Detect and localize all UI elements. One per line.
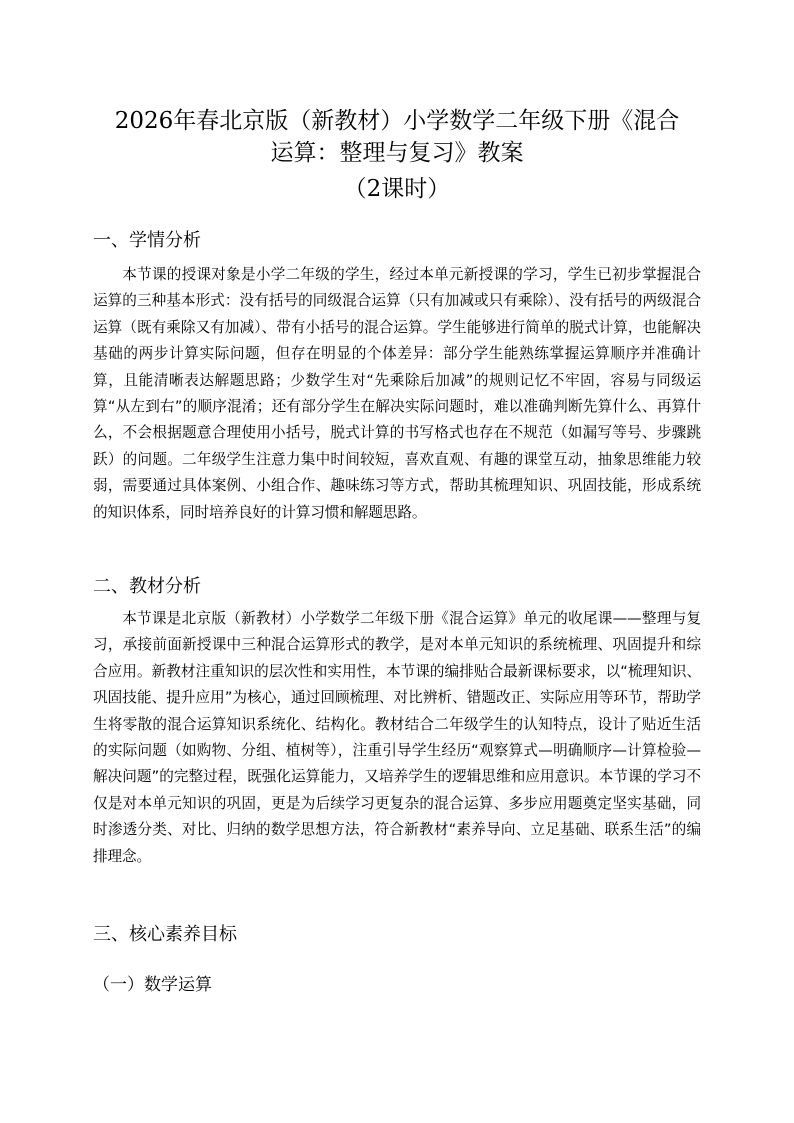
subsection-heading-math-operation: （一）数学运算 [93, 975, 212, 995]
document-title-lesson-count: （2课时） [343, 176, 451, 202]
section-paragraph-textbook-analysis: 本节课是北京版（新教材）小学数学二年级下册《混合运算》单元的收尾课——整理与复习，承接前面新授课中三种混合运算形式的教学，是对本单元知识的系统梳理、巩固提升和综合应用。新教材注重知识的层次性和实用性，本节课的编排贴合最新课标要求，以“梳理知识、巩固技能、提升应用”为核心，通过回顾梳理、对比辨析、错题改正、实际应用等环节，帮助学生将零散的混合运算知识系统化、结构化。教材结合二年级学生的认知特点，设计了贴近生活的实际问题（如购物、分组、植树等），注重引导学生经历“观察算式—明确顺序—计算检验—解决问题”的完整过程，既强化运算能力，又培养学生的逻辑思维和应用意识。本节课的学习不仅是对本单元知识的巩固，更是为后续学习更复杂的混合运算、多步应用题奠定坚实基础，同时渗透分类、对比、归纳的数学思想方法，符合新教材“素养导向、立足基础、联系生活”的编排理念。 [93, 610, 701, 865]
section-paragraph-learner-analysis: 本节课的授课对象是小学二年级的学生，经过本单元新授课的学习，学生已初步掌握混合运算的三种基本形式：没有括号的同级混合运算（只有加减或只有乘除）、没有括号的两级混合运算（既有乘除又有加减）、带有小括号的混合运算。学生能够进行简单的脱式计算，也能解决基础的两步计算实际问题，但存在明显的个体差异：部分学生能熟练掌握运算顺序并准确计算，且能清晰表达解题思路；少数学生对“先乘除后加减”的规则记忆不牢固，容易与同级运算“从左到右”的顺序混淆；还有部分学生在解决实际问题时，难以准确判断先算什么、再算什么，不会根据题意合理使用小括号，脱式计算的书写格式也存在不规范（如漏写等号、步骤跳跃）的问题。二年级学生注意力集中时间较短，喜欢直观、有趣的课堂互动，抽象思维能力较弱，需要通过具体案例、小组合作、趣味练习等方式，帮助其梳理知识、巩固技能，形成系统的知识体系，同时培养良好的计算习惯和解题思路。 [93, 266, 701, 521]
document-title-line-2: 运算：整理与复习》教案 [270, 140, 524, 166]
section-heading-textbook-analysis: 二、教材分析 [93, 576, 201, 597]
section-heading-learner-analysis: 一、学情分析 [93, 230, 201, 251]
section-heading-core-literacy-goals: 三、核心素养目标 [93, 924, 237, 945]
document-title-line-1: 2026年春北京版（新教材）小学数学二年级下册《混合 [114, 108, 680, 134]
